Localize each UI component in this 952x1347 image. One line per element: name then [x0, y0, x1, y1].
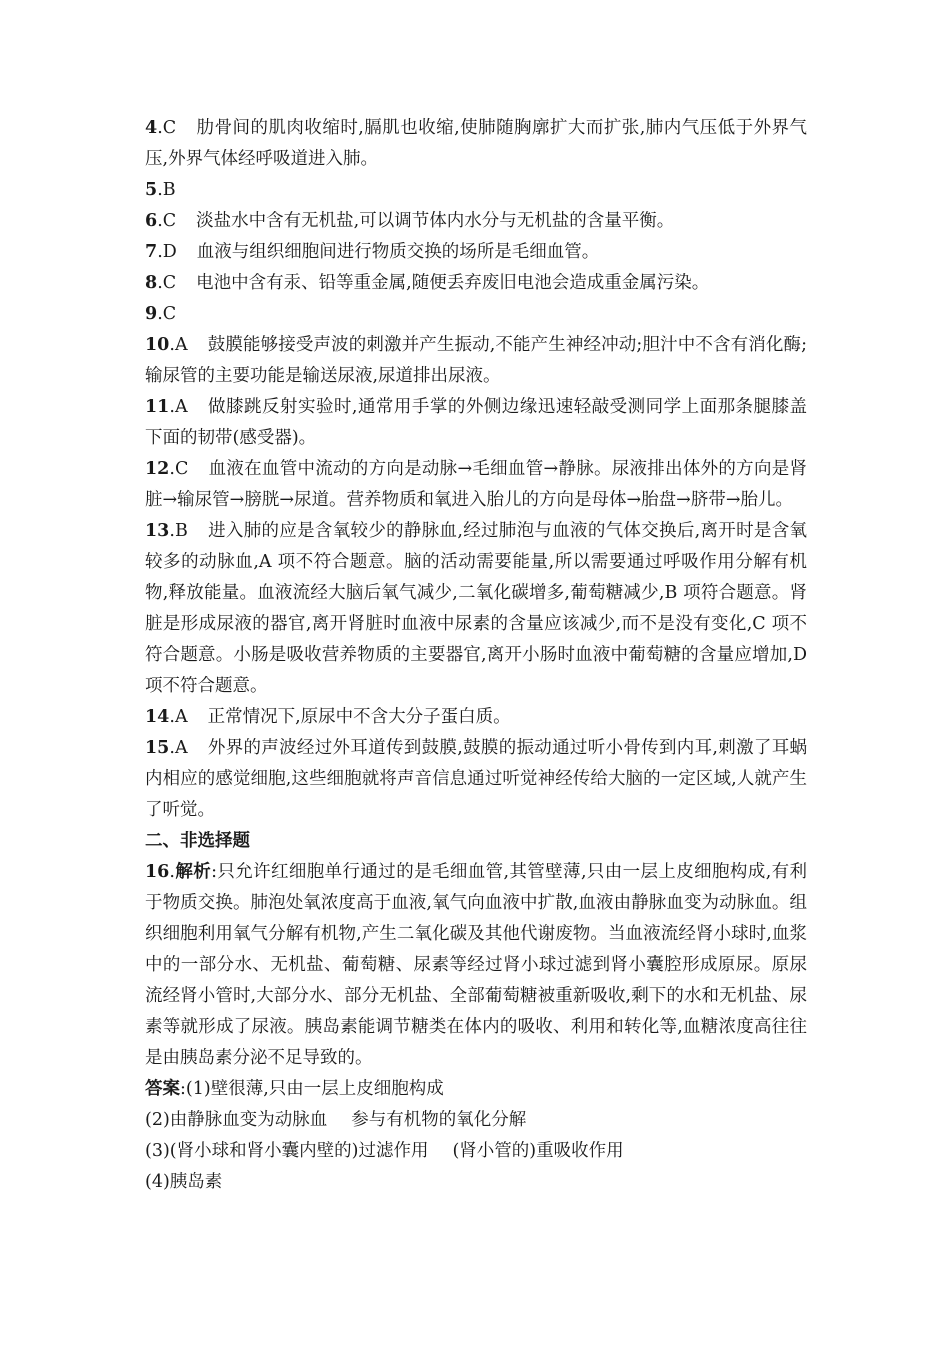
- explanation-text: 进入肺的应是含氧较少的静脉血,经过肺泡与血液的气体交换后,离开时是含氧较多的动脉血,A 项不符合题意。脑的活动需要能量,所以需要通过呼吸作用分解有机物,释放能量。血液流经大脑后氧气减少,二氧化碳增多,葡萄糖减少,B 项符合题意。肾脏是形成尿液的器官,离开肾脏时血液中尿素的含量应该减少,而不是没有变化,C 项不符合题意。小肠是吸收营养物质的主要器官,离开小肠时血液中葡萄糖的含量应增加,D 项不符合题意。: [145, 521, 807, 696]
- answer-letter: A: [174, 397, 188, 417]
- analysis-text: 只允许红细胞单行通过的是毛细血管,其管壁薄,只由一层上皮细胞构成,有利于物质交换。肺泡处氧浓度高于血液,氧气向血液中扩散,血液由静脉血变为动脉血。组织细胞利用氧气分解有机物,产生二氧化碳及其他代谢废物。当血液流经肾小球时,血浆中的一部分水、无机盐、葡萄糖、尿素等经过肾小球过滤到肾小囊腔形成原尿。原尿流经肾小管时,大部分水、部分无机盐、全部葡萄糖被重新吸收,剩下的水和无机盐、尿素等就形成了尿液。胰岛素能调节糖类在体内的吸收、利用和转化等,血糖浓度高往往是由胰岛素分泌不足导致的。: [145, 862, 808, 1068]
- answer-item-10: 10.A 鼓膜能够接受声波的刺激并产生振动,不能产生神经冲动;胆汁中不含有消化酶;输尿管的主要功能是输送尿液,尿道排出尿液。: [145, 335, 807, 386]
- answer-item-11: 11.A 做膝跳反射实验时,通常用手掌的外侧边缘迅速轻敲受测同学上面那条腿膝盖下面的韧带(感受器)。: [145, 397, 807, 448]
- answer-letter: D: [162, 242, 177, 262]
- answer-item-14: 14.A 正常情况下,原尿中不含大分子蛋白质。: [145, 707, 511, 727]
- explanation-text: 鼓膜能够接受声波的刺激并产生振动,不能产生神经冲动;胆汁中不含有消化酶;输尿管的主要功能是输送尿液,尿道排出尿液。: [145, 335, 807, 386]
- analysis-label: 解析: [174, 862, 212, 882]
- question-number: 15: [145, 738, 170, 758]
- explanation-text: 血液在血管中流动的方向是动脉→毛细血管→静脉。尿液排出体外的方向是肾脏→输尿管→膀胱→尿道。营养物质和氧进入胎儿的方向是母体→胎盘→脐带→胎儿。: [145, 459, 807, 510]
- question-number: 8: [145, 273, 158, 293]
- answer-item-12: 12.C 血液在血管中流动的方向是动脉→毛细血管→静脉。尿液排出体外的方向是肾脏→输尿管→膀胱→尿道。营养物质和氧进入胎儿的方向是母体→胎盘→脐带→胎儿。: [145, 459, 807, 510]
- question-number: 4: [145, 118, 158, 138]
- answer-item-15: 15.A 外界的声波经过外耳道传到鼓膜,鼓膜的振动通过听小骨传到内耳,刺激了耳蜗内相应的感觉细胞,这些细胞就将声音信息通过听觉神经传给大脑的一定区域,人就产生了听觉。: [145, 738, 807, 820]
- explanation-text: 淡盐水中含有无机盐,可以调节体内水分与无机盐的含量平衡。: [196, 211, 675, 231]
- answer-letter: B: [174, 521, 188, 541]
- answer-letter: C: [174, 459, 189, 479]
- explanation-text: 肋骨间的肌肉收缩时,膈肌也收缩,使肺随胸廓扩大而扩张,肺内气压低于外界气压,外界气体经呼吸道进入肺。: [145, 118, 807, 169]
- answer-line-3: [145, 1136, 807, 1167]
- page-content: [145, 113, 807, 1198]
- answer-letter: A: [174, 707, 188, 727]
- question-number: 6: [145, 211, 158, 231]
- answer-item-5: 5.B: [145, 180, 176, 200]
- answer-letter: A: [174, 335, 188, 355]
- explanation-text: 电池中含有汞、铅等重金属,随便丢弃废旧电池会造成重金属污染。: [196, 273, 710, 293]
- question-number: 13: [145, 521, 170, 541]
- answer-item-9: 9.C: [145, 304, 177, 324]
- answer-line-2: [145, 1105, 807, 1136]
- answer-item-8: 8.C 电池中含有汞、铅等重金属,随便丢弃废旧电池会造成重金属污染。: [145, 273, 710, 293]
- answer-part: (3)(肾小球和肾小囊内壁的)过滤作用: [145, 1141, 429, 1161]
- question-number: 14: [145, 707, 170, 727]
- question-number: 7: [145, 242, 158, 262]
- explanation-text: 正常情况下,原尿中不含大分子蛋白质。: [207, 707, 511, 727]
- answer-part: (4)胰岛素: [145, 1172, 223, 1192]
- explanation-text: 血液与组织细胞间进行物质交换的场所是毛细血管。: [196, 242, 600, 262]
- explanation-text: 外界的声波经过外耳道传到鼓膜,鼓膜的振动通过听小骨传到内耳,刺激了耳蜗内相应的感觉细胞,这些细胞就将声音信息通过听觉神经传给大脑的一定区域,人就产生了听觉。: [145, 738, 807, 820]
- answer-label: 答案: [145, 1079, 180, 1099]
- explanation-text: 做膝跳反射实验时,通常用手掌的外侧边缘迅速轻敲受测同学上面那条腿膝盖下面的韧带(感受器)。: [145, 397, 807, 448]
- answer-part-b: 参与有机物的氧化分解: [351, 1110, 527, 1130]
- answer-part-b: (肾小管的)重吸收作用: [452, 1141, 624, 1161]
- answer-item-13: 13.B 进入肺的应是含氧较少的静脉血,经过肺泡与血液的气体交换后,离开时是含氧较多的动脉血,A 项不符合题意。脑的活动需要能量,所以需要通过呼吸作用分解有机物,释放能量。血液流经大脑后氧气减少,二氧化碳增多,葡萄糖减少,B 项符合题意。肾脏是形成尿液的器官,离开肾脏时血液中尿素的含量应该减少,而不是没有变化,C 项不符合题意。小肠是吸收营养物质的主要器官,离开小肠时血液中葡萄糖的含量应增加,D 项不符合题意。: [145, 521, 807, 696]
- answer-letter: A: [174, 738, 188, 758]
- answer-item-4: 4.C 肋骨间的肌肉收缩时,膈肌也收缩,使肺随胸廓扩大而扩张,肺内气压低于外界气压,外界气体经呼吸道进入肺。: [145, 118, 807, 169]
- answer-letter: C: [162, 118, 177, 138]
- question-number: 11: [145, 397, 170, 417]
- answer-item-6: 6.C 淡盐水中含有无机盐,可以调节体内水分与无机盐的含量平衡。: [145, 211, 675, 231]
- answer-item-7: 7.D 血液与组织细胞间进行物质交换的场所是毛细血管。: [145, 242, 600, 262]
- question-number: 12: [145, 459, 170, 479]
- question-number: 5: [145, 180, 158, 200]
- question-number: 16: [145, 862, 170, 882]
- answer-part: (2)由静脉血变为动脉血: [145, 1110, 328, 1130]
- answer-part: (1)壁很薄,只由一层上皮细胞构成: [185, 1079, 444, 1099]
- answer-letter: B: [162, 180, 176, 200]
- answer-line-1: 答案:(1)壁很薄,只由一层上皮细胞构成: [145, 1079, 444, 1099]
- answer-item-16: 16.解析:只允许红细胞单行通过的是毛细血管,其管壁薄,只由一层上皮细胞构成,有利于物质交换。肺泡处氧浓度高于血液,氧气向血液中扩散,血液由静脉血变为动脉血。组织细胞利用氧气分解有机物,产生二氧化碳及其他代谢废物。当血液流经肾小球时,血浆中的一部分水、无机盐、葡萄糖、尿素等经过肾小球过滤到肾小囊腔形成原尿。原尿流经肾小管时,大部分水、部分无机盐、全部葡萄糖被重新吸收,剩下的水和无机盐、尿素等就形成了尿液。胰岛素能调节糖类在体内的吸收、利用和转化等,血糖浓度高往往是由胰岛素分泌不足导致的。: [145, 862, 808, 1068]
- answer-letter: C: [162, 273, 177, 293]
- answer-letter: C: [162, 211, 177, 231]
- question-number: 10: [145, 335, 170, 355]
- section-heading: 二、非选择题: [145, 831, 250, 851]
- answer-letter: C: [162, 304, 177, 324]
- question-number: 9: [145, 304, 158, 324]
- answer-line-4: [145, 1167, 807, 1198]
